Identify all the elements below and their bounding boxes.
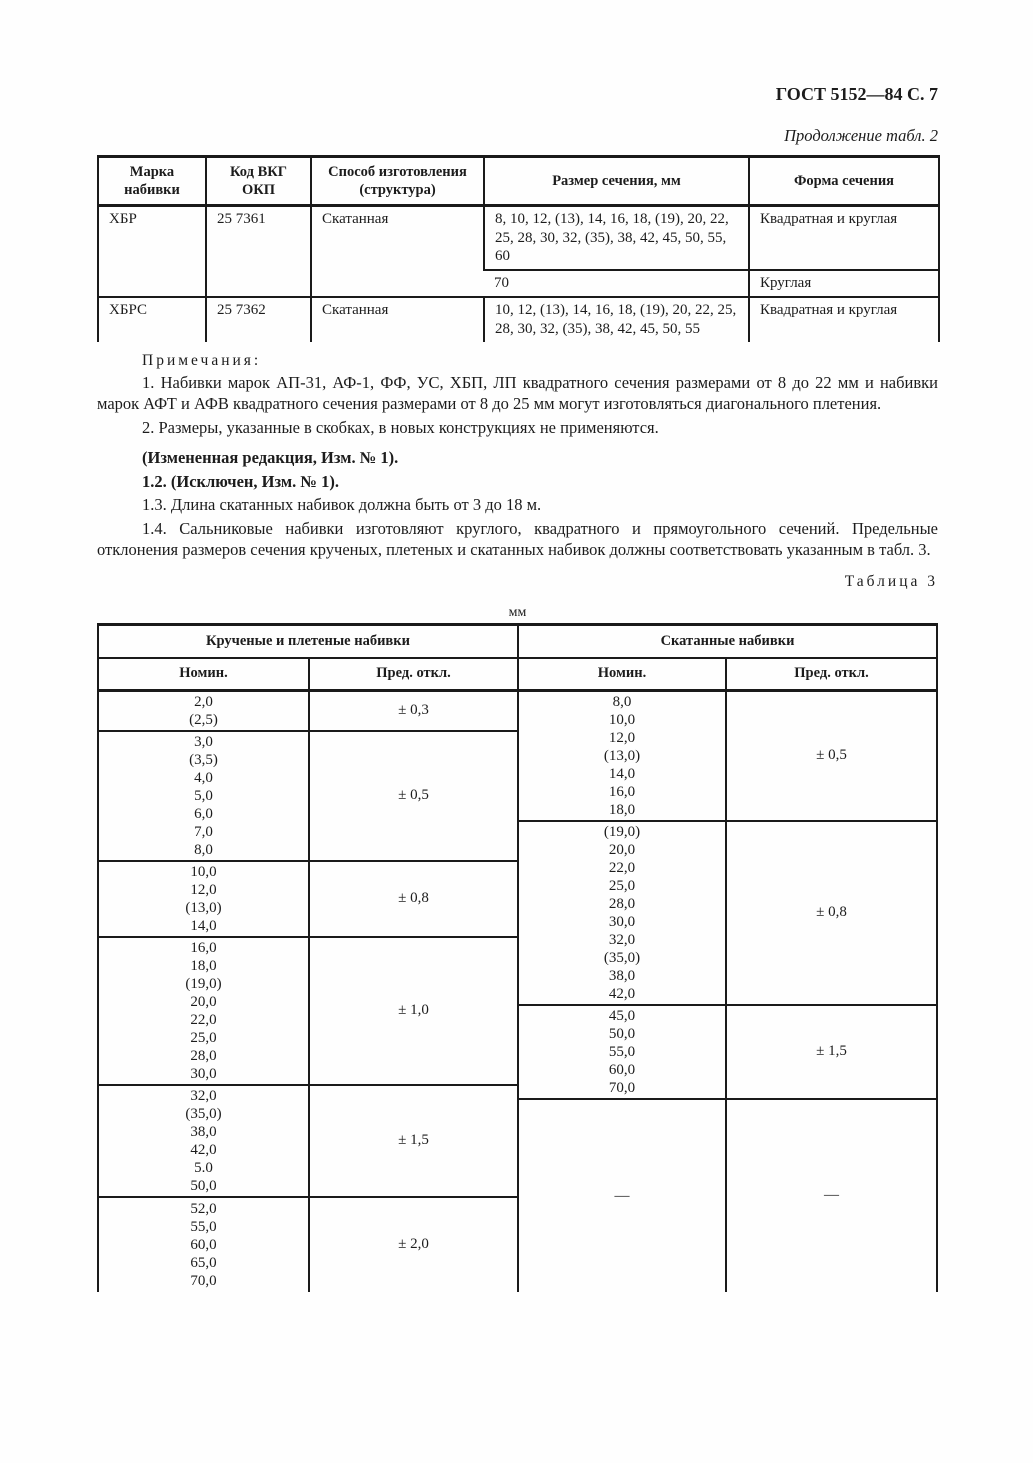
nominal-value: (2,5) xyxy=(189,711,218,728)
size-block xyxy=(519,1004,936,1098)
nominal-value: 12,0 xyxy=(190,881,217,898)
cell-method: Скатанная xyxy=(311,206,484,298)
nominal-value: (13,0) xyxy=(185,899,222,916)
cell-sizes: 8, 10, 12, (13), 14, 16, 18, (19), 20, 22, 25, 28, 30, 32, (35), 38, 42, 45, 50, 55, 60 xyxy=(484,206,749,270)
nominal-value: 12,0 xyxy=(608,729,636,746)
deviation-value: ± 1,5 xyxy=(816,1043,847,1060)
nominal-value: 18,0 xyxy=(190,957,217,974)
col-deviation-left: Пред. откл. xyxy=(310,659,519,689)
table3-subheader xyxy=(99,659,936,692)
nominal-value: 3,0 xyxy=(194,733,213,750)
nominal-value: 70,0 xyxy=(608,1079,636,1096)
nominal-value: 55,0 xyxy=(608,1043,636,1060)
nominal-value: 60,0 xyxy=(190,1236,217,1253)
nominal-value: 50,0 xyxy=(190,1177,217,1194)
group-twisted-braided: Крученые и плетеные набивки xyxy=(99,626,519,657)
table3-unit: мм xyxy=(508,604,527,620)
size-block xyxy=(99,730,517,860)
table-row xyxy=(98,297,939,342)
size-block xyxy=(99,1084,517,1196)
nominal-value: (13,0) xyxy=(603,747,641,764)
nominal-value: (19,0) xyxy=(603,823,641,840)
nominal-value: 25,0 xyxy=(190,1029,217,1046)
nominal-value: 50,0 xyxy=(608,1025,636,1042)
nominal-value: 7,0 xyxy=(194,823,213,840)
nominal-value: 6,0 xyxy=(194,805,213,822)
table2-continuation-caption: Продолжение табл. 2 xyxy=(784,126,938,145)
cell-shape-extra: Круглая xyxy=(749,270,939,297)
cell-shape: Квадратная и круглая xyxy=(749,297,939,342)
nominal-value: 45,0 xyxy=(608,1007,636,1024)
nominal-value: 38,0 xyxy=(608,967,636,984)
nominal-value: 14,0 xyxy=(190,917,217,934)
cell-code: 25 7362 xyxy=(206,297,311,342)
cell-mark: ХБРС xyxy=(109,302,147,319)
note-item-2: 2. Размеры, указанные в скобках, в новых конструкциях не применяются. xyxy=(142,417,659,437)
table2-col-method: Способ изготовления (структура) xyxy=(311,157,484,206)
nominal-value: — xyxy=(614,1187,630,1204)
nominal-value: (19,0) xyxy=(185,975,222,992)
group-rolled: Скатанные набивки xyxy=(660,632,795,649)
col-deviation-right: Пред. откл. xyxy=(794,665,869,682)
nominal-value: 32,0 xyxy=(608,931,636,948)
nominal-value: (35,0) xyxy=(603,949,641,966)
size-block xyxy=(99,936,517,1084)
cell-sizes-extra: 70 xyxy=(484,270,749,297)
nominal-value: 16,0 xyxy=(608,783,636,800)
table3-group-header xyxy=(99,626,936,659)
nominal-value: 38,0 xyxy=(190,1123,217,1140)
size-block xyxy=(519,692,936,820)
deviation-value: ± 1,5 xyxy=(398,1132,429,1149)
nominal-value: 60,0 xyxy=(608,1061,636,1078)
nominal-value: 25,0 xyxy=(608,877,636,894)
nominal-value: 30,0 xyxy=(608,913,636,930)
table2-packing-marks xyxy=(97,155,940,342)
nominal-value: 28,0 xyxy=(608,895,636,912)
table3-body xyxy=(99,692,936,1292)
cell-shape: Квадратная и круглая xyxy=(749,206,939,270)
col-nominal-left: Номин. xyxy=(99,659,310,689)
nominal-value: 8,0 xyxy=(194,841,213,858)
col-nominal-right: Номин. xyxy=(519,659,727,689)
deviation-value: — xyxy=(824,1187,839,1204)
table-row xyxy=(98,206,939,270)
nominal-value: (35,0) xyxy=(185,1105,222,1122)
table3-left-half xyxy=(99,692,519,1292)
size-block xyxy=(519,820,936,1004)
nominal-value: (3,5) xyxy=(189,751,218,768)
deviation-value: ± 0,8 xyxy=(816,904,847,921)
cell-method: Скатанная xyxy=(311,297,484,342)
nominal-value: 20,0 xyxy=(608,841,636,858)
deviation-value: ± 1,0 xyxy=(398,1002,429,1019)
nominal-value: 8,0 xyxy=(612,693,632,710)
size-block xyxy=(99,860,517,936)
nominal-value: 52,0 xyxy=(190,1200,217,1217)
nominal-value: 18,0 xyxy=(608,801,636,818)
deviation-value: ± 0,8 xyxy=(398,890,429,907)
nominal-value: 4,0 xyxy=(194,769,213,786)
nominal-value: 5.0 xyxy=(194,1159,213,1176)
size-block xyxy=(99,1196,517,1292)
table3-caption: Таблица 3 xyxy=(844,572,938,590)
note-item-1: 1. Набивки марок АП-31, АФ-1, ФФ, УС, ХБП, ЛП квадратного сечения размерами от 8 до 22 мм и набивки марок АФТ и АФВ квадратного сечения размерами от 8 до 25 мм могут изготовляться диагонального плетения. xyxy=(97,373,938,414)
nominal-value: 42,0 xyxy=(190,1141,217,1158)
cell-sizes: 10, 12, (13), 14, 16, 18, (19), 20, 22, 25, 28, 30, 32, (35), 38, 42, 45, 50, 55 xyxy=(484,297,749,342)
nominal-value: 5,0 xyxy=(194,787,213,804)
table3-deviations xyxy=(97,623,938,1292)
deviation-value: ± 0,5 xyxy=(398,787,429,804)
nominal-value: 42,0 xyxy=(608,985,636,1002)
table2-col-size: Размер сечения, мм xyxy=(484,157,749,206)
nominal-value: 32,0 xyxy=(190,1087,217,1104)
notes-title: Примечания: xyxy=(142,352,262,370)
nominal-value: 28,0 xyxy=(190,1047,217,1064)
nominal-value: 14,0 xyxy=(608,765,636,782)
nominal-value: 70,0 xyxy=(190,1272,217,1289)
size-block-empty xyxy=(519,1098,936,1292)
nominal-value: 20,0 xyxy=(190,993,217,1010)
size-block xyxy=(99,692,517,730)
nominal-value: 65,0 xyxy=(190,1254,217,1271)
deviation-value: ± 0,3 xyxy=(398,702,429,719)
nominal-value: 22,0 xyxy=(190,1011,217,1028)
clause-1-4: 1.4. Сальниковые набивки изготовляют круглого, квадратного и прямоугольного сечений. Предельные отклонения размеров сечения крученых, плетеных и скатанных набивок должны соответствовать указанным в табл. 3. xyxy=(97,518,938,560)
nominal-value: 10,0 xyxy=(608,711,636,728)
deviation-value: ± 2,0 xyxy=(398,1236,429,1253)
clause-1-3: 1.3. Длина скатанных набивок должна быть от 3 до 18 м. xyxy=(142,495,542,515)
clause-1-2: 1.2. (Исключен, Изм. № 1). xyxy=(142,471,339,491)
table2-col-code: Код ВКГ ОКП xyxy=(206,157,311,206)
nominal-value: 2,0 xyxy=(194,693,213,710)
table3-right-half xyxy=(519,692,936,1292)
nominal-value: 30,0 xyxy=(190,1065,217,1082)
cell-code: 25 7361 xyxy=(206,206,311,298)
deviation-value: ± 0,5 xyxy=(816,747,847,764)
page-header: ГОСТ 5152—84 С. 7 xyxy=(775,84,938,104)
table2-header-row xyxy=(98,157,939,206)
cell-mark: ХБР xyxy=(98,206,206,298)
nominal-value: 22,0 xyxy=(608,859,636,876)
table2-col-mark: Марка набивки xyxy=(98,157,206,206)
clause-amended: (Измененная редакция, Изм. № 1). xyxy=(142,448,399,468)
nominal-value: 16,0 xyxy=(190,939,217,956)
nominal-value: 10,0 xyxy=(190,863,217,880)
table2-col-shape: Форма сечения xyxy=(749,157,939,206)
nominal-value: 55,0 xyxy=(190,1218,217,1235)
